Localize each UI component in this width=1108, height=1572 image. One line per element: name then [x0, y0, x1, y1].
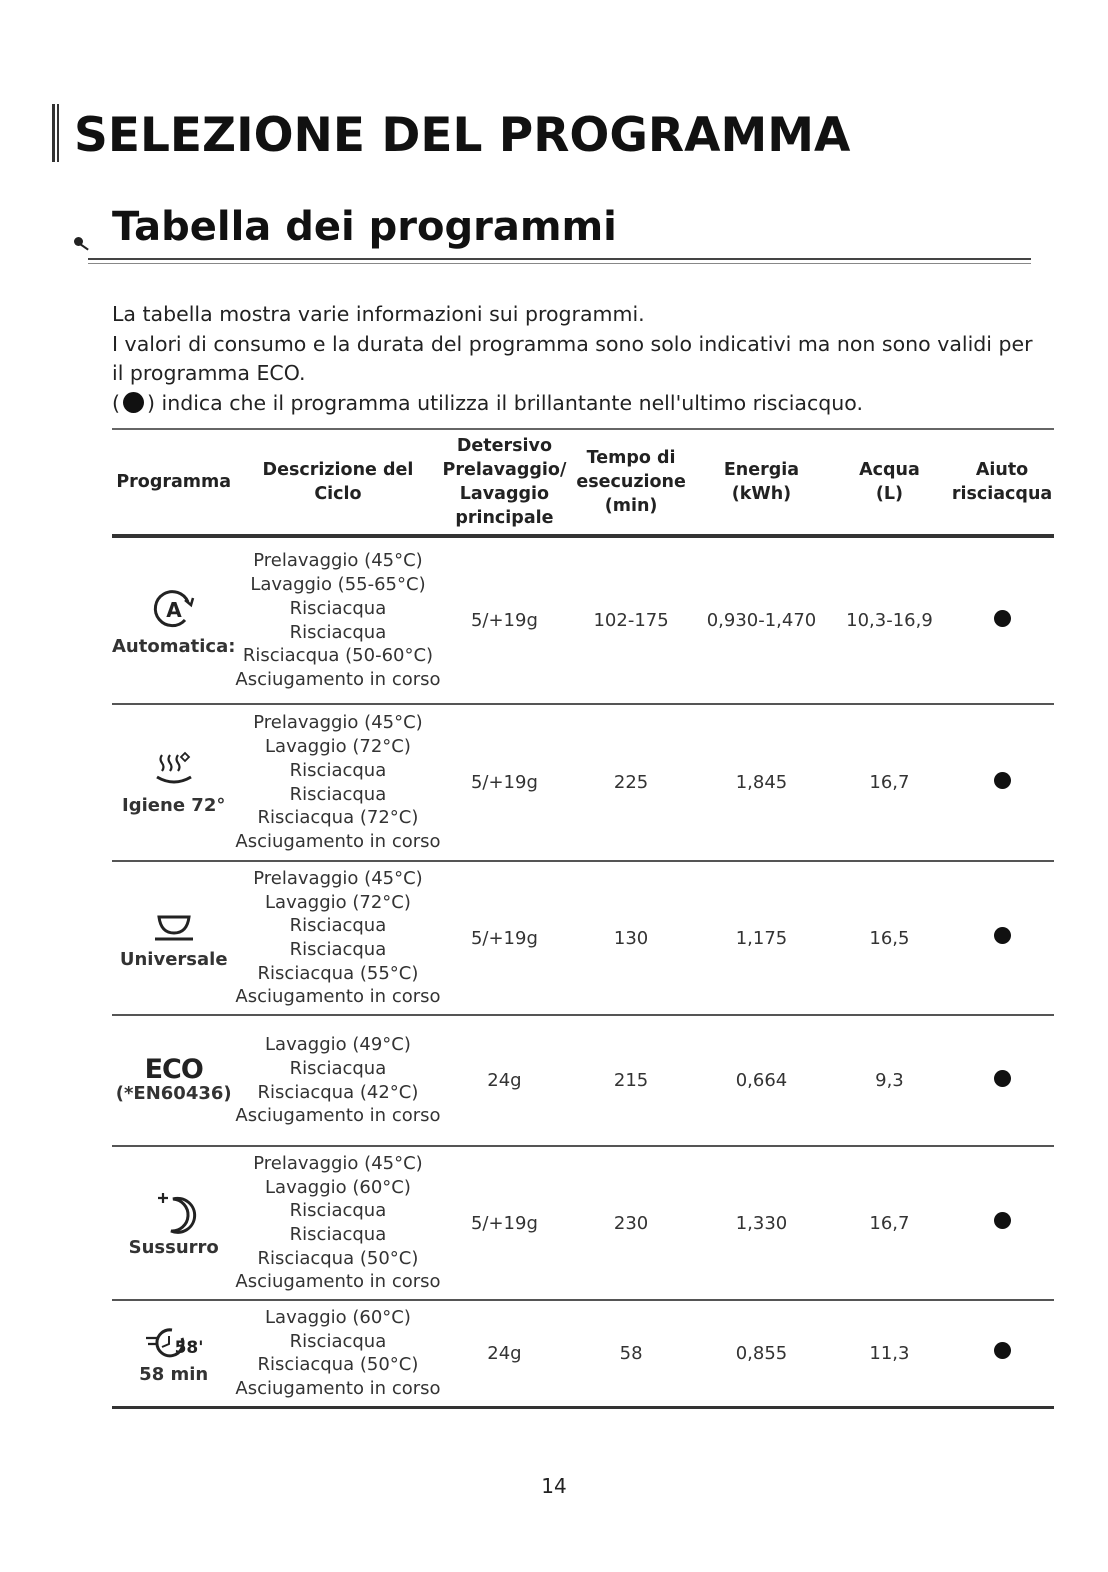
rinse-aid-bullet-icon [994, 1212, 1011, 1229]
program-name: Universale [119, 948, 228, 970]
rinse-aid-bullet-icon [994, 610, 1011, 627]
intro-text [112, 300, 1042, 418]
cycle-description [235, 704, 440, 861]
program-name: 58 min [139, 1363, 209, 1385]
intro-line-3 [112, 389, 1042, 419]
page-title: SELEZIONE DEL PROGRAMMA [74, 108, 851, 163]
detersivo-value: 5/+19g [470, 1212, 538, 1234]
header-acqua: Acqua (L) [859, 460, 920, 504]
program-name: Automatica: [112, 636, 236, 657]
cycle-step: Lavaggio (55-65°C) [250, 574, 426, 596]
table-row [112, 861, 1054, 1015]
cycle-step: Risciacqua [289, 1057, 387, 1079]
cycle-description [235, 1146, 440, 1300]
aiuto-cell [950, 1146, 1054, 1300]
cycle-step: Asciugamento in corso [235, 668, 441, 690]
subtitle-bullet-tick [79, 243, 88, 250]
acqua-value: 10,3-16,9 [846, 610, 933, 631]
energia-value: 0,664 [735, 1070, 788, 1091]
header-aiuto: Aiuto risciacqua [951, 460, 1053, 504]
cycle-step: Asciugamento in corso [235, 1377, 441, 1399]
cycle-step: Risciacqua [289, 621, 387, 643]
cycle-step: Lavaggio (60°C) [265, 1176, 411, 1198]
cycle-step: Asciugamento in corso [235, 830, 441, 852]
acqua-value: 9,3 [875, 1070, 904, 1091]
cycle-description [235, 1015, 440, 1146]
acqua-value: 16,7 [869, 772, 910, 793]
bowl-icon [147, 907, 201, 947]
rinse-aid-bullet-icon [994, 1070, 1011, 1087]
cycle-step: Prelavaggio (45°C) [253, 712, 423, 734]
cycle-step: Prelavaggio (45°C) [253, 550, 423, 572]
aiuto-cell [950, 1015, 1054, 1146]
header-descrizione: Descrizione del Ciclo [262, 460, 414, 504]
acqua-value: 16,5 [869, 927, 910, 949]
cycle-step: Risciacqua [289, 783, 387, 805]
program-cell [112, 1146, 235, 1300]
cycle-step: Risciacqua (50°C) [257, 1247, 419, 1269]
aiuto-cell [950, 536, 1054, 704]
cycle-step: Risciacqua [289, 1330, 387, 1352]
title-accent-bar [52, 104, 59, 162]
cycle-step: Asciugamento in corso [235, 1271, 441, 1293]
rinse-aid-bullet-icon [994, 772, 1011, 789]
section-subtitle: Tabella dei programmi [112, 204, 617, 250]
cycle-description [235, 1300, 440, 1407]
timer-58-icon [142, 1322, 206, 1362]
cycle-step: Lavaggio (49°C) [265, 1034, 411, 1056]
tempo-value: 130 [613, 927, 649, 949]
table-row [112, 1300, 1054, 1407]
cycle-step: Risciacqua (42°C) [257, 1081, 419, 1103]
cycle-step: Asciugamento in corso [235, 986, 441, 1008]
program-name: (*EN60436) [115, 1083, 232, 1104]
rinse-aid-bullet-icon [994, 927, 1011, 944]
aiuto-cell [950, 704, 1054, 861]
header-energia: Energia (kWh) [723, 460, 800, 504]
cycle-step: Risciacqua [289, 1200, 387, 1222]
program-name: Sussurro [128, 1236, 219, 1258]
cycle-step: Risciacqua [289, 915, 387, 937]
energia-value: 0,855 [735, 1342, 788, 1364]
aiuto-cell [950, 1300, 1054, 1407]
tempo-value: 225 [613, 772, 649, 793]
intro-line-3-rest: ) indica che il programma utilizza il brillantante nell'ultimo risciacquo. [147, 390, 863, 415]
program-cell [112, 861, 235, 1015]
tempo-value: 102-175 [593, 610, 669, 631]
detersivo-value: 24g [487, 1070, 522, 1091]
detersivo-value: 5/+19g [470, 927, 538, 949]
program-cell [112, 704, 235, 861]
cycle-step: Risciacqua (55°C) [257, 962, 419, 984]
cycle-step: Risciacqua [289, 1224, 387, 1245]
table-row [112, 1015, 1054, 1146]
timer-58-label: 58' [174, 1337, 204, 1358]
detersivo-value: 5/+19g [470, 610, 538, 631]
cycle-step: Risciacqua [289, 597, 387, 619]
intro-line-1: La tabella mostra varie informazioni sui programmi. [112, 302, 645, 326]
svg-text:A: A [165, 598, 182, 622]
cycle-step: Lavaggio (72°C) [265, 736, 411, 758]
detersivo-value: 5/+19g [470, 772, 538, 793]
intro-line-2: I valori di consumo e la durata del programma sono solo indicativi ma non sono validi per il programma ECO. [112, 331, 1033, 385]
cycle-description [235, 536, 440, 704]
cycle-step: Risciacqua (50-60°C) [242, 645, 434, 667]
cycle-description [235, 861, 440, 1015]
tempo-value: 230 [613, 1212, 649, 1234]
aiuto-cell [950, 861, 1054, 1015]
detersivo-value: 24g [487, 1342, 522, 1364]
subtitle-underline [88, 258, 1031, 264]
page-number: 14 [541, 1474, 567, 1498]
header-detersivo: Detersivo Prelavaggio/ Lavaggio principale [442, 436, 567, 528]
program-cell [112, 536, 235, 704]
rinse-aid-dot-icon [123, 392, 144, 413]
rinse-aid-bullet-icon [994, 1342, 1011, 1359]
program-table [112, 428, 1054, 1409]
cycle-step: Lavaggio (72°C) [265, 891, 411, 913]
cycle-step: Risciacqua [289, 759, 387, 781]
auto-icon [147, 584, 201, 634]
cycle-step: Risciacqua [289, 939, 387, 960]
tempo-value: 58 [619, 1342, 643, 1364]
acqua-value: 16,7 [869, 1212, 910, 1234]
energia-value: 0,930-1,470 [706, 610, 817, 631]
intro-paren-open: ( [112, 390, 120, 415]
eco-icon: ECO [144, 1054, 203, 1085]
acqua-value: 11,3 [869, 1342, 910, 1364]
program-cell [112, 1300, 235, 1407]
header-programma: Programma [116, 472, 232, 492]
header-tempo: Tempo di esecuzione (min) [576, 448, 686, 516]
table-row [112, 1146, 1054, 1300]
program-name: Igiene 72° [122, 795, 226, 816]
moon-icon [147, 1189, 201, 1235]
tempo-value: 215 [613, 1070, 649, 1091]
table-row [112, 704, 1054, 861]
cycle-step: Risciacqua (72°C) [257, 807, 419, 829]
table-row [112, 536, 1054, 704]
cycle-step: Lavaggio (60°C) [265, 1306, 411, 1328]
hygiene-icon [147, 749, 201, 793]
cycle-step: Risciacqua (50°C) [257, 1354, 419, 1376]
program-cell [112, 1015, 235, 1146]
cycle-step: Prelavaggio (45°C) [253, 1152, 423, 1174]
cycle-step: Asciugamento in corso [235, 1105, 441, 1127]
energia-value: 1,845 [735, 772, 788, 793]
energia-value: 1,330 [735, 1212, 788, 1234]
table-header-row [112, 429, 1054, 536]
cycle-step: Prelavaggio (45°C) [253, 867, 423, 889]
energia-value: 1,175 [735, 927, 788, 949]
